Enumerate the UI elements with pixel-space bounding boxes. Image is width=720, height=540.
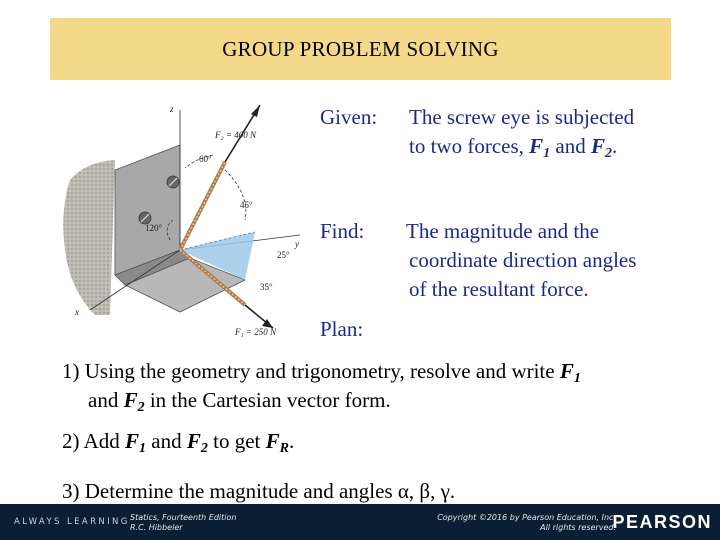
given-label: Given: [320, 105, 378, 129]
angle-35-label: 35° [260, 282, 273, 292]
screw-eye-figure [55, 100, 305, 340]
book-info [130, 513, 236, 533]
slide-title: GROUP PROBLEM SOLVING [222, 36, 499, 61]
plan-step-1-line-2: and $F_2$ in the Cartesian vector form. [88, 388, 391, 415]
copyright [437, 513, 616, 533]
find-line-1: The magnitude and the [406, 219, 600, 243]
plan-step-2: 2) Add $F_1$ and $F_2$ to get $F_R$. [62, 429, 295, 456]
given-line-1: The screw eye is subjected [409, 105, 635, 129]
wall-surface [63, 160, 115, 315]
find-line-3: of the resultant force. [409, 277, 589, 301]
angle-25-label: 25° [277, 250, 290, 260]
book-author: R.C. Hibbeler [130, 523, 183, 532]
pearson-logo: PEARSON [612, 512, 712, 532]
axis-z-label: z [170, 104, 174, 114]
plan-step-1-line-1: 1) Using the geometry and trigonometry, resolve and write $F_1$ [62, 359, 581, 386]
f2-arrowhead [251, 105, 260, 117]
copyright-line-2: All rights reserved. [540, 523, 616, 532]
find-label: Find: [320, 219, 365, 243]
given-f2: F [590, 134, 605, 158]
angle-arc-45 [225, 170, 246, 220]
find-line-2: coordinate direction angles [409, 248, 637, 272]
plan-step-3: 3) Determine the magnitude and angles α, β, γ. [62, 479, 456, 503]
book-title: Statics, Fourteenth Edition [130, 513, 237, 522]
given-line-2: to two forces, $F_1$ and $F_2$. [409, 134, 618, 161]
f2-label: F₂ = 400 N [215, 130, 256, 140]
given-f1: F [529, 134, 544, 158]
plan-label: Plan: [320, 317, 364, 341]
always-learning-text: ALWAYS LEARNING [14, 517, 130, 527]
f1-label: F₁ = 250 N [235, 327, 276, 337]
angle-60-label: 60° [199, 154, 212, 164]
angle-45-label: 45° [240, 200, 253, 210]
axis-x-label: x [75, 307, 79, 317]
footer-bar [0, 504, 720, 540]
copyright-line-1: Copyright ©2016 by Pearson Education, Inc. [437, 513, 616, 522]
title-banner [50, 18, 671, 80]
axis-y-label: y [295, 239, 299, 249]
angle-120-label: 120° [145, 223, 163, 233]
